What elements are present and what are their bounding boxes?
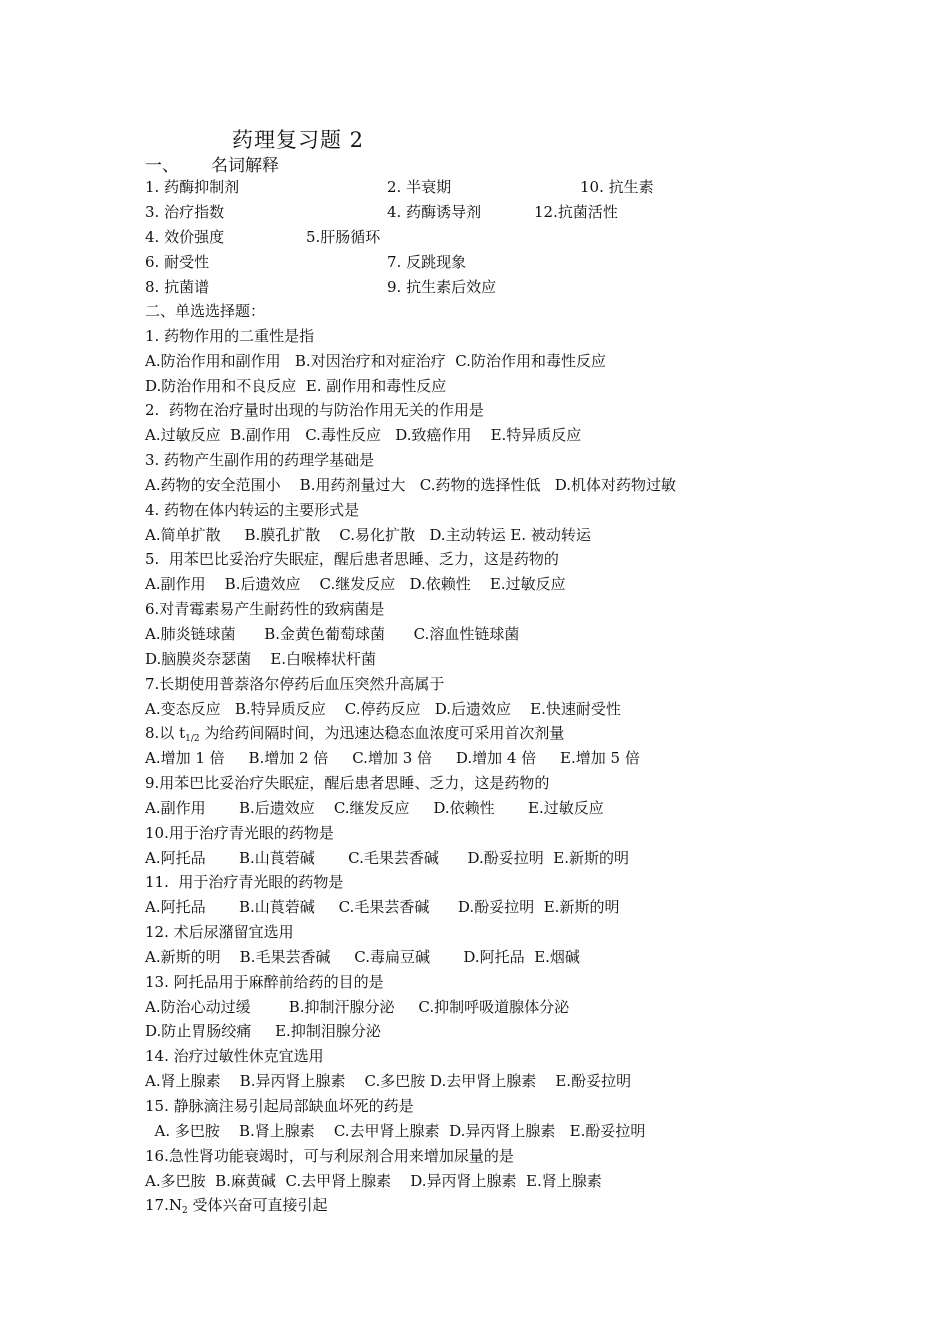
page-title: 药理复习题 2 bbox=[232, 128, 365, 152]
answer-options: A.过敏反应 B.副作用 C.毒性反应 D.致癌作用 E.特异质反应 bbox=[145, 426, 582, 445]
question-text: 1. 药物作用的二重性是指 bbox=[145, 326, 315, 345]
answer-options: A.增加 1 倍 B.增加 2 倍 C.增加 3 倍 D.增加 4 倍 E.增加 5 倍 bbox=[145, 749, 640, 768]
term-row bbox=[145, 251, 865, 276]
answer-options: A.阿托品 B.山莨菪碱 C.毛果芸香碱 D.酚妥拉明 E.新斯的明 bbox=[145, 848, 629, 867]
term-item: 12.抗菌活性 bbox=[534, 203, 618, 221]
terms-list bbox=[145, 176, 865, 301]
term-item: 1. 药酶抑制剂 bbox=[145, 178, 240, 196]
question-text: 6.对青霉素易产生耐药性的致病菌是 bbox=[145, 600, 385, 619]
question-text-part: 受体兴奋可直接引起 bbox=[187, 1196, 328, 1215]
term-item: 4. 药酶诱导剂 bbox=[387, 203, 482, 221]
answer-options: A.变态反应 B.特异质反应 C.停药反应 D.后遗效应 E.快速耐受性 bbox=[145, 699, 621, 718]
term-item: 2. 半衰期 bbox=[387, 178, 452, 196]
question-text bbox=[145, 722, 865, 747]
question-text: 12. 术后尿潴留宜选用 bbox=[145, 923, 294, 942]
question-text-part: 为给药间隔时间，为迅速达稳态血浓度可采用首次剂量 bbox=[199, 724, 565, 743]
answer-options: A.简单扩散 B.膜孔扩散 C.易化扩散 D.主动转运 E. 被动转运 bbox=[145, 525, 591, 544]
question-text: 9.用苯巴比妥治疗失眠症，醒后患者思睡、乏力，这是药物的 bbox=[145, 774, 550, 793]
term-item: 7. 反跳现象 bbox=[387, 253, 467, 271]
answer-options: A.防治作用和副作用 B.对因治疗和对症治疗 C.防治作用和毒性反应 bbox=[145, 351, 606, 370]
answer-options: A.肾上腺素 B.异丙肾上腺素 C.多巴胺 D.去甲肾上腺素 E.酚妥拉明 bbox=[145, 1072, 632, 1091]
answer-options: D.防治作用和不良反应 E. 副作用和毒性反应 bbox=[145, 376, 447, 395]
question-text: 15. 静脉滴注易引起局部缺血坏死的药是 bbox=[145, 1097, 414, 1115]
answer-options: A.副作用 B.后遗效应 C.继发反应 D.依赖性 E.过敏反应 bbox=[145, 575, 566, 594]
answer-options: A.阿托品 B.山莨菪碱 C.毛果芸香碱 D.酚妥拉明 E.新斯的明 bbox=[145, 898, 620, 917]
term-item: 9. 抗生素后效应 bbox=[387, 278, 497, 296]
question-text: 2. 药物在治疗量时出现的与防治作用无关的作用是 bbox=[145, 401, 484, 420]
subscript: 1/2 bbox=[185, 734, 200, 745]
question-text: 13. 阿托品用于麻醉前给药的目的是 bbox=[145, 972, 384, 991]
answer-options: A.防治心动过缓 B.抑制汗腺分泌 C.抑制呼吸道腺体分泌 bbox=[145, 997, 570, 1016]
term-item: 10. 抗生素 bbox=[580, 178, 654, 196]
question-text: 11. 用于治疗青光眼的药物是 bbox=[145, 873, 344, 892]
term-item: 4. 效价强度 bbox=[145, 228, 225, 246]
section-heading-terms bbox=[145, 151, 279, 176]
answer-options: A.药物的安全范围小 B.用药剂量过大 C.药物的选择性低 D.机体对药物过敏 bbox=[145, 475, 677, 494]
term-item: 5.肝肠循环 bbox=[306, 228, 381, 246]
term-item: 6. 耐受性 bbox=[145, 253, 210, 271]
answer-options: A.肺炎链球菌 B.金黄色葡萄球菌 C.溶血性链球菌 bbox=[145, 624, 520, 643]
section-label: 名词解释 bbox=[211, 156, 279, 176]
section-number: 一、 bbox=[145, 156, 179, 176]
term-row bbox=[145, 276, 865, 301]
question-text: 16.急性肾功能衰竭时，可与利尿剂合用来增加尿量的是 bbox=[145, 1146, 514, 1165]
answer-options: D.脑膜炎奈瑟菌 E.白喉棒状杆菌 bbox=[145, 649, 377, 668]
question-text bbox=[145, 1194, 865, 1219]
term-row bbox=[145, 176, 865, 201]
term-row bbox=[145, 226, 865, 251]
question-text: 5. 用苯巴比妥治疗失眠症，醒后患者思睡、乏力，这是药物的 bbox=[145, 550, 559, 569]
answer-options: A.副作用 B.后遗效应 C.继发反应 D.依赖性 E.过敏反应 bbox=[145, 798, 604, 817]
term-item: 3. 治疗指数 bbox=[145, 203, 225, 221]
section-heading-choice: 二、单选选择题： bbox=[145, 302, 266, 320]
questions bbox=[145, 300, 865, 1219]
answer-options: A.多巴胺 B.麻黄碱 C.去甲肾上腺素 D.异丙肾上腺素 E.肾上腺素 bbox=[145, 1171, 602, 1190]
term-row bbox=[145, 201, 865, 226]
question-text: 3. 药物产生副作用的药理学基础是 bbox=[145, 451, 375, 470]
question-text: 7.长期使用普萘洛尔停药后血压突然升高属于 bbox=[145, 674, 445, 693]
term-item: 8. 抗菌谱 bbox=[145, 278, 210, 296]
answer-options: A. 多巴胺 B.肾上腺素 C.去甲肾上腺素 D.异丙肾上腺素 E.酚妥拉明 bbox=[145, 1121, 646, 1140]
question-text: 10.用于治疗青光眼的药物是 bbox=[145, 823, 334, 842]
question-text: 4. 药物在体内转运的主要形式是 bbox=[145, 500, 360, 519]
question-text: 14. 治疗过敏性休克宜选用 bbox=[145, 1047, 324, 1066]
subscript: 2 bbox=[181, 1206, 188, 1217]
answer-options: D.防止胃肠绞痛 E.抑制泪腺分泌 bbox=[145, 1022, 381, 1041]
question-text-part: 17.N bbox=[145, 1196, 182, 1215]
question-text-part: 8.以 t bbox=[145, 724, 186, 743]
answer-options: A.新斯的明 B.毛果芸香碱 C.毒扁豆碱 D.阿托品 E.烟碱 bbox=[145, 947, 580, 966]
